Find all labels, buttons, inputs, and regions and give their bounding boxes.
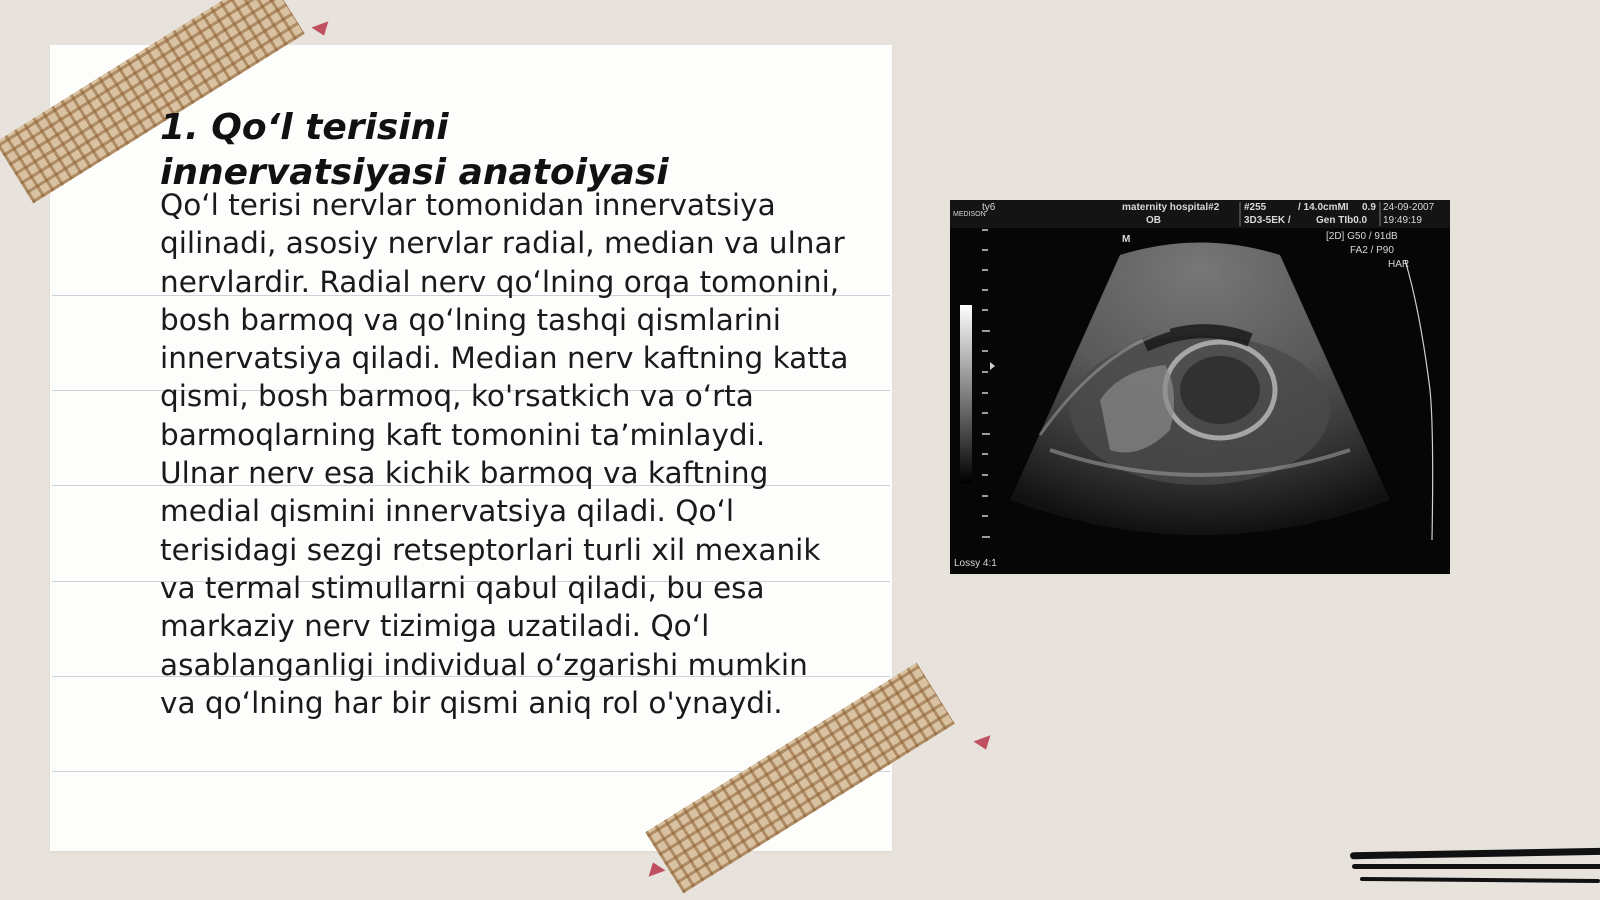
ultrasound-setting-fa: FA2 / P90: [1350, 245, 1394, 256]
pin-decoration: [311, 21, 332, 38]
ultrasound-hospital: maternity hospital#2: [1122, 202, 1220, 213]
pin-decoration: [644, 859, 665, 876]
ultrasound-time: 19:49:19: [1383, 215, 1422, 226]
slide-title: 1. Qo‘l terisini innervatsiyasi anatoiyasi: [160, 107, 669, 193]
ultrasound-depth: / 14.0cmMI: [1298, 202, 1349, 213]
ultrasound-date: 24-09-2007: [1383, 202, 1435, 213]
ultrasound-image: [950, 200, 1450, 574]
slide-body-text: Qo‘l terisi nervlar tomonidan innervatsiya qilinadi, asosiy nervlar radial, median va ulnar nervlardir. Radial nerv qo‘lning orqa tomonini, bosh barmoq va qo‘lning tashqi qismlarini innervatsiya qiladi. Median nerv kaftning katta qismi, bosh barmoq, ko'rsatkich va o‘rta barmoqlarning kaft tomonini ta’minlaydi. Ulnar nerv esa kichik barmoq va kaftning medial qismini innervatsiya qiladi. Qo‘l terisidagi sezgi retseptorlari turli xil mexanik va termal stimullarni qabul qiladi, bu esa markaziy nerv tizimiga uzatiladi. Qo‘l asablanganligi individual o‘zgarishi mumkin va qo‘lning har bir qismi aniq rol o'ynaydi.: [160, 188, 849, 720]
ultrasound-compression: Lossy 4:1: [954, 558, 997, 569]
ultrasound-setting-har: HAR: [1388, 259, 1410, 270]
ultrasound-setting-gain: [2D] G50 / 91dB: [1326, 231, 1398, 242]
ultrasound-marker: M: [1122, 234, 1131, 245]
ultrasound-tag: ty6: [982, 202, 996, 213]
pin-decoration: [973, 735, 994, 752]
brush-stroke: [1350, 848, 1600, 860]
brush-stroke: [1360, 877, 1600, 883]
brush-stroke: [1352, 864, 1600, 869]
ultrasound-probe: 3D3-5EK /: [1244, 215, 1291, 226]
ultrasound-frame-number: #255: [1244, 202, 1267, 213]
ultrasound-mi-value: 0.9: [1362, 202, 1376, 213]
ultrasound-brand: MEDISON: [953, 211, 986, 218]
ultrasound-gen: Gen TIb0.0: [1316, 215, 1368, 226]
ultrasound-mode: OB: [1146, 215, 1161, 226]
